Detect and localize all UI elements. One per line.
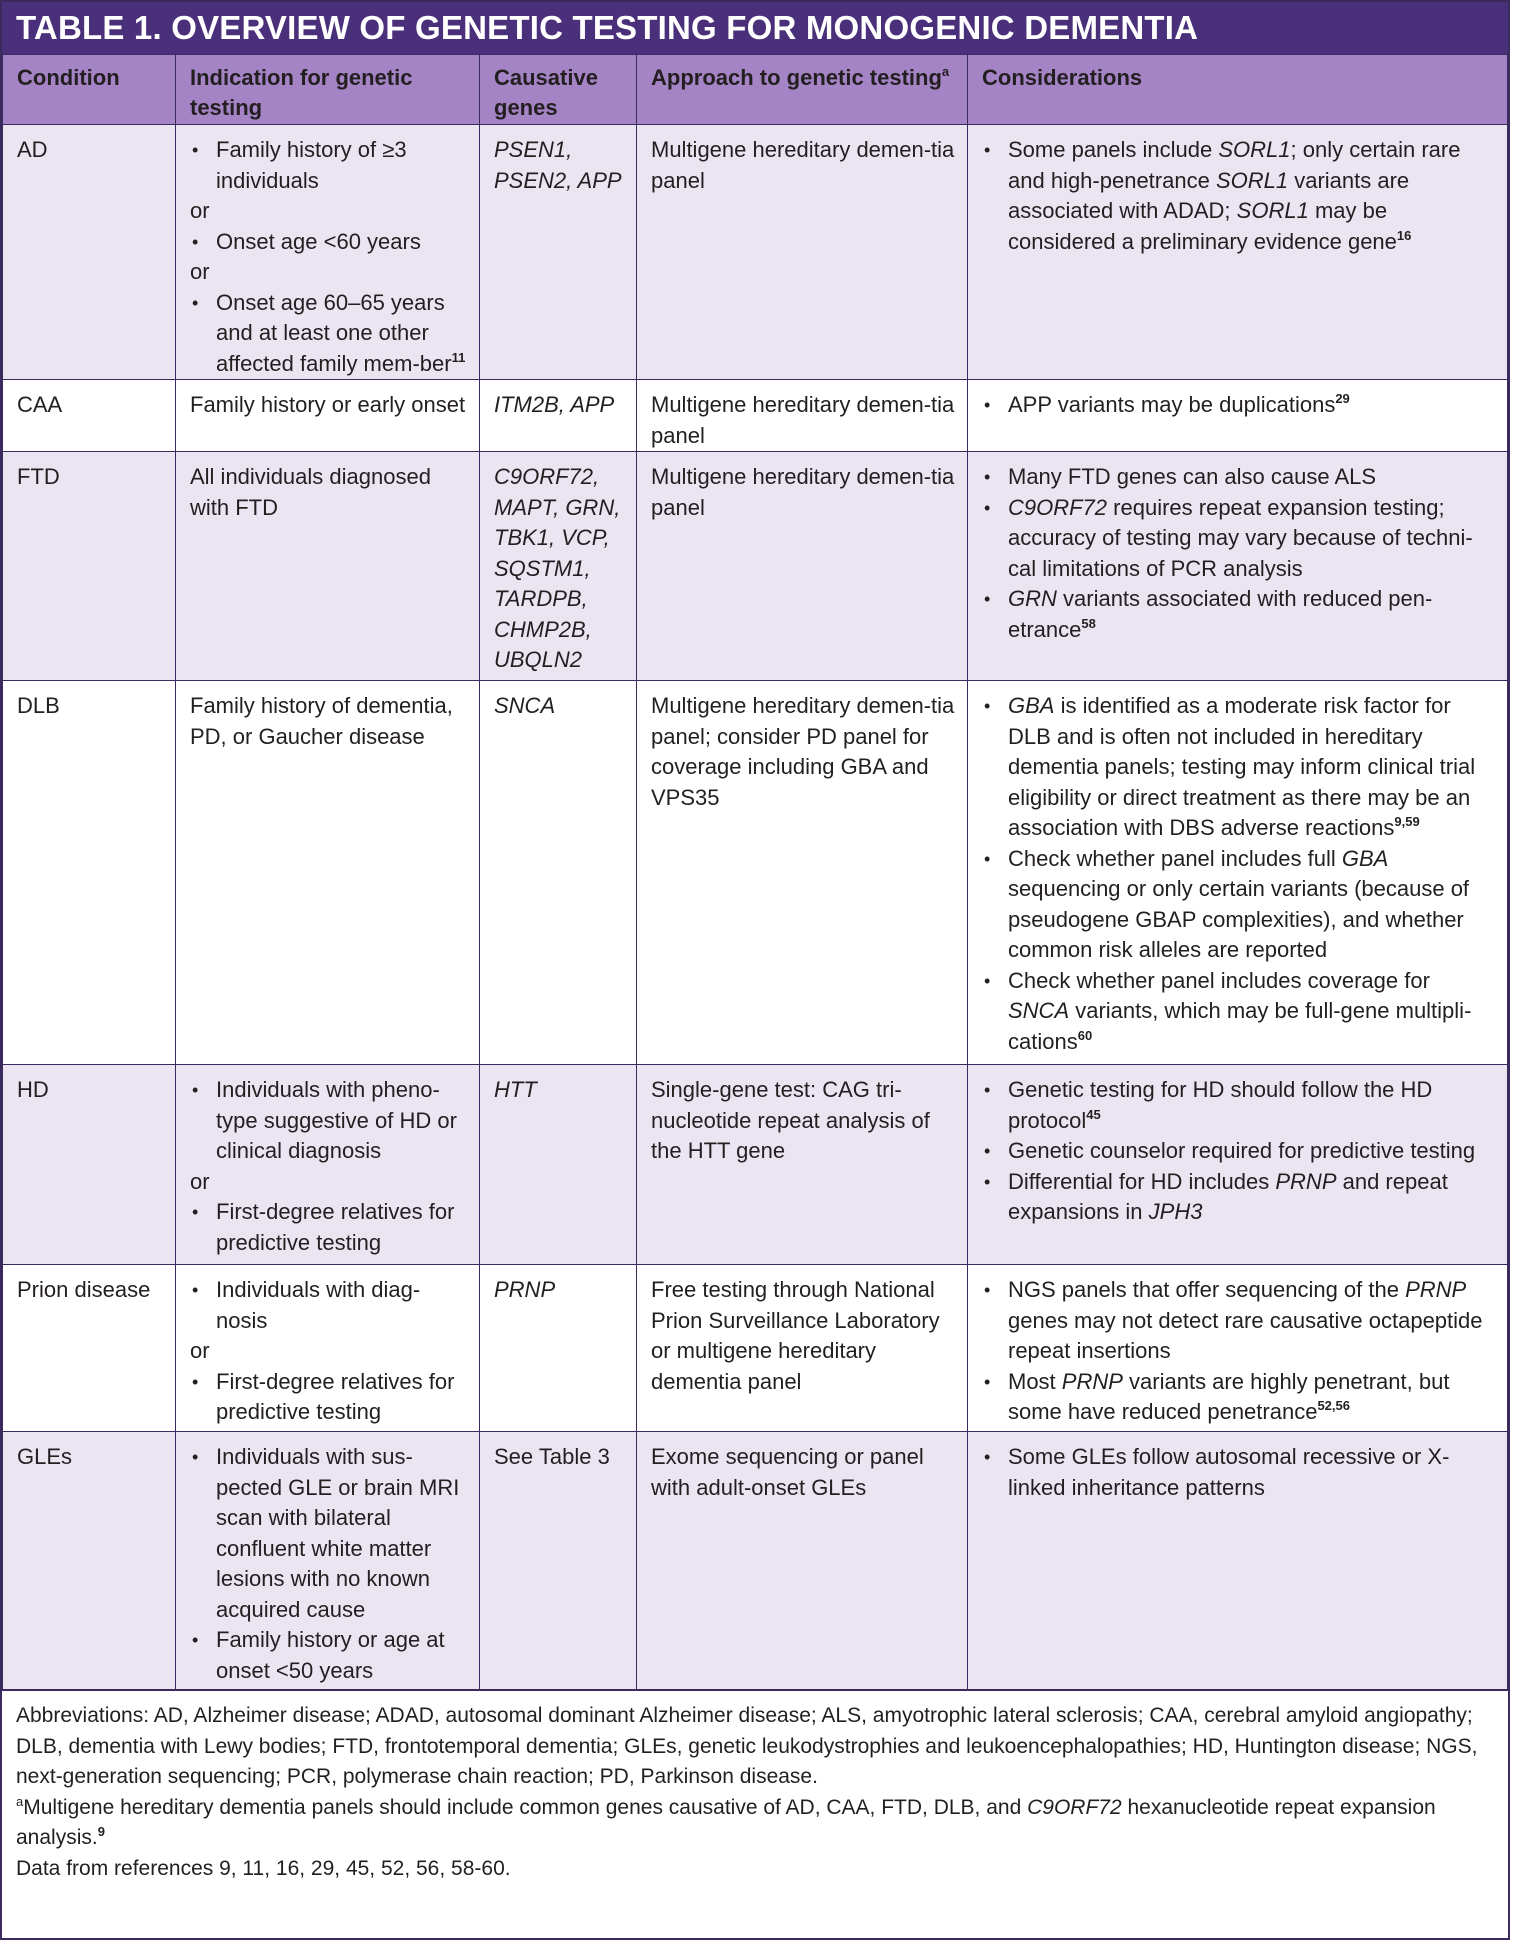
header-considerations: Considerations (968, 55, 1508, 125)
or-label: or (190, 1338, 210, 1363)
table-title: TABLE 1. OVERVIEW OF GENETIC TESTING FOR MONOGENIC DEMENTIA (16, 9, 1199, 46)
or-label: or (190, 259, 210, 284)
table-row-gles (3, 1432, 1508, 1690)
cell-genes: SNCA (480, 681, 637, 1065)
cell-considerations (968, 1265, 1508, 1432)
list-item: • Genetic testing for HD should follow the HD protocol$^{45}$ (982, 1075, 1497, 1136)
list-item: • First-degree relatives for predictive testing (190, 1367, 469, 1428)
cell-condition: GLEs (3, 1432, 176, 1690)
cell-condition: DLB (3, 681, 176, 1065)
list-item: • Genetic counselor required for predictive testing (982, 1136, 1497, 1167)
list-item: • Some GLEs follow autosomal recessive or X-linked inheritance patterns (982, 1442, 1497, 1503)
table-row-caa (3, 380, 1508, 452)
cell-indication: Family history or early onset (176, 380, 480, 452)
cell-condition: CAA (3, 380, 176, 452)
header-indication: Indication for genetic testing (176, 55, 480, 125)
cell-considerations (968, 1065, 1508, 1265)
list-item: • First-degree relatives for predictive testing (190, 1197, 469, 1258)
cell-considerations (968, 380, 1508, 452)
list-item: • Onset age 60–65 years and at least one other affected family mem-ber$^{11}$ (190, 288, 469, 380)
genetic-testing-table (2, 54, 1508, 1690)
or-label: or (190, 1168, 210, 1194)
cell-genes: See Table 3 (480, 1432, 637, 1690)
cell-approach: Multigene hereditary demen-tia panel (637, 125, 968, 380)
list-item: • Differential for HD includes PRNP and repeat expansions in JPH3 (982, 1167, 1497, 1228)
cell-indication (176, 1265, 480, 1432)
cell-condition: FTD (3, 452, 176, 681)
cell-approach: Free testing through National Prion Surveillance Laboratory or multigene hereditary dementia panel (637, 1265, 968, 1432)
cell-approach: Single-gene test: CAG tri-nucleotide repeat analysis of the HTT gene (637, 1065, 968, 1265)
table-row-ad (3, 125, 1508, 380)
cell-indication: Family history of dementia, PD, or Gaucher disease (176, 681, 480, 1065)
list-item: • APP variants may be duplications$^{29}$ (982, 390, 1497, 421)
header-genes: Causative genes (480, 55, 637, 125)
header-approach: Approach to genetic testing$^a$ (637, 55, 968, 125)
header-condition: Condition (3, 55, 176, 125)
footnote-a: $^a$Multigene hereditary dementia panels should include common genes causative of AD, CAA, FTD, DLB, and C9ORF72 hexanucleotide repeat expansion analysis.$^9$ (16, 1793, 1436, 1849)
or-label: or (190, 198, 210, 223)
table-row-ftd (3, 452, 1508, 681)
table-row-dlb (3, 681, 1508, 1065)
list-item: • Some panels include SORL1; only certain rare and high-penetrance SORL1 variants are associated with ADAD; SORL1 may be considered a preliminary evidence gene$^{16}$ (982, 135, 1497, 257)
cell-genes: PRNP (480, 1265, 637, 1432)
cell-indication (176, 125, 480, 380)
cell-genes: C9ORF72, MAPT, GRN, TBK1, VCP, SQSTM1, TARDPB, CHMP2B, UBQLN2 (480, 452, 637, 681)
list-item: • Check whether panel includes full GBA sequencing or only certain variants (because of pseudogene GBAP complexities), and whether common risk alleles are reported (982, 844, 1497, 966)
cell-approach: Exome sequencing or panel with adult-onset GLEs (637, 1432, 968, 1690)
cell-approach: Multigene hereditary demen-tia panel (637, 452, 968, 681)
list-item: • Onset age <60 years (190, 227, 469, 258)
cell-considerations (968, 125, 1508, 380)
abbreviations-note: Abbreviations: AD, Alzheimer disease; ADAD, autosomal dominant Alzheimer disease; ALS, amyotrophic lateral sclerosis; CAA, cerebral amyloid angiopathy; DLB, dementia with Lewy bodies; FTD, frontotemporal dementia; GLEs, genetic leukodystrophies and leukoencephalopathies; HD, Huntington disease; NGS, next-generation sequencing; PCR, polymerase chain reaction; PD, Parkinson disease. (16, 1704, 1478, 1788)
list-item: • GRN variants associated with reduced pen-etrance$^{58}$ (982, 584, 1497, 645)
list-item: • Individuals with sus-pected GLE or brain MRI scan with bilateral confluent white matter lesions with no known acquired cause (190, 1442, 469, 1625)
table-title-bar (2, 2, 1508, 54)
table-row-hd (3, 1065, 1508, 1265)
list-item: • Check whether panel includes coverage for SNCA variants, which may be full-gene multipli-cations$^{60}$ (982, 966, 1497, 1058)
cell-approach: Multigene hereditary demen-tia panel; consider PD panel for coverage including GBA and VPS35 (637, 681, 968, 1065)
sources-note: Data from references 9, 11, 16, 29, 45, 52, 56, 58-60. (16, 1856, 511, 1880)
cell-considerations (968, 681, 1508, 1065)
list-item: • Individuals with diag-nosis (190, 1275, 469, 1336)
list-item: • Family history of ≥3 individuals (190, 135, 469, 196)
table-row-prion (3, 1265, 1508, 1432)
cell-indication (176, 1065, 480, 1265)
header-row (3, 55, 1508, 125)
table-footnote (2, 1690, 1508, 1884)
cell-condition: Prion disease (3, 1265, 176, 1432)
cell-approach: Multigene hereditary demen-tia panel (637, 380, 968, 452)
cell-condition: AD (3, 125, 176, 380)
list-item: • Many FTD genes can also cause ALS (982, 462, 1497, 493)
list-item: • Most PRNP variants are highly penetrant, but some have reduced penetrance$^{52,56}$ (982, 1367, 1497, 1428)
list-item: • GBA is identified as a moderate risk factor for DLB and is often not included in hereditary dementia panels; testing may inform clinical trial eligibility or direct treatment as there may be an association with DBS adverse reactions$^{9,59}$ (982, 691, 1497, 844)
list-item: • Individuals with pheno-type suggestive of HD or clinical diagnosis (190, 1075, 469, 1167)
cell-condition: HD (3, 1065, 176, 1265)
cell-considerations (968, 1432, 1508, 1690)
cell-considerations (968, 452, 1508, 681)
list-item: • Family history or age at onset <50 years (190, 1625, 469, 1686)
list-item: • NGS panels that offer sequencing of the PRNP genes may not detect rare causative octapeptide repeat insertions (982, 1275, 1497, 1367)
cell-indication: All individuals diagnosed with FTD (176, 452, 480, 681)
cell-indication (176, 1432, 480, 1690)
cell-genes: HTT (480, 1065, 637, 1265)
cell-genes: PSEN1, PSEN2, APP (480, 125, 637, 380)
cell-genes: ITM2B, APP (480, 380, 637, 452)
list-item: • C9ORF72 requires repeat expansion testing; accuracy of testing may vary because of techni-cal limitations of PCR analysis (982, 493, 1497, 585)
